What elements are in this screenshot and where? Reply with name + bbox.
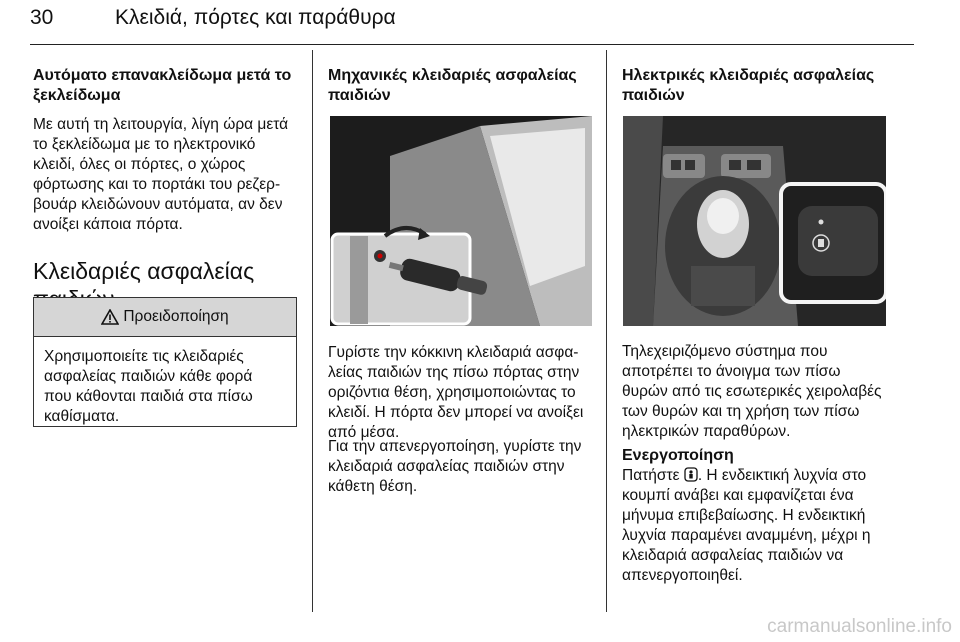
- text-line: ανοίξει κάποια πόρτα.: [33, 216, 183, 233]
- text-fragment: Πατήστε: [622, 467, 684, 484]
- title-line: Κλειδαριές ασφαλείας: [33, 258, 255, 284]
- text-line: φόρτωσης και το πορτάκι του ρεζερ-: [33, 176, 281, 193]
- section-heading: [328, 66, 598, 106]
- text-line: κλειδαριά ασφαλείας παιδιών στην: [328, 458, 565, 475]
- section-heading: [33, 66, 303, 106]
- text-line: θυρών από τις εσωτερικές χειρολαβές: [622, 383, 882, 400]
- heading-line: ξεκλείδωμα: [33, 87, 121, 104]
- page-number: 30: [30, 6, 54, 29]
- warning-header: [34, 298, 296, 337]
- text-line: κάθετη θέση.: [328, 478, 418, 495]
- text-line: κλειδί. Η πόρτα δεν μπορεί να ανοίξει: [328, 404, 584, 421]
- text-line: που κάθονται παιδιά στα πίσω: [44, 388, 253, 405]
- paragraph: [33, 115, 303, 235]
- page-header: [30, 6, 914, 46]
- paragraph: [328, 343, 603, 443]
- paragraph: [328, 437, 603, 497]
- electric-lock-figure: [623, 116, 886, 326]
- console-button-illustration: [623, 116, 886, 326]
- column-1: [33, 66, 303, 313]
- door-lock-illustration: [330, 116, 592, 326]
- text-line: λυχνία παραμένει αναμμένη, μέχρι η: [622, 527, 871, 544]
- heading-line: Αυτόματο επανακλείδωμα μετά το: [33, 67, 292, 84]
- text-line: μήνυμα επιβεβαίωσης. Η ενδεικτική: [622, 507, 866, 524]
- heading-line: παιδιών: [328, 87, 391, 104]
- mechanical-lock-figure: [330, 116, 592, 326]
- text-line: ηλεκτρικών παραθύρων.: [622, 423, 791, 440]
- heading-line: Ηλεκτρικές κλειδαριές ασφαλείας: [622, 67, 875, 84]
- text-line: λείας παιδιών της πίσω πόρτας στην: [328, 364, 580, 381]
- text-line: από μέσα.: [328, 424, 400, 441]
- paragraph: [622, 342, 912, 442]
- text-line: Γυρίστε την κόκκινη κλειδαριά ασφα-: [328, 344, 579, 361]
- text-line: Χρησιμοποιείτε τις κλειδαριές: [44, 348, 244, 365]
- text-line: Τηλεχειριζόμενο σύστημα που: [622, 343, 828, 360]
- section-heading: [622, 66, 892, 106]
- text-line: κλειδαριά ασφαλείας παιδιών να: [622, 547, 844, 564]
- text-line: απενεργοποιηθεί.: [622, 567, 743, 584]
- text-line: βουάρ κλειδώνουν αυτόματα, αν δεν: [33, 196, 283, 213]
- text-line: [622, 466, 912, 486]
- text-line: Για την απενεργοποίηση, γυρίστε την: [328, 438, 582, 455]
- text-line: Με αυτή τη λειτουργία, λίγη ώρα μετά: [33, 116, 289, 133]
- text-line: καθίσματα.: [44, 408, 120, 425]
- text-line: των θυρών και τη χρήση των πίσω: [622, 403, 860, 420]
- text-line: το ξεκλείδωμα με το ηλεκτρονικό: [33, 136, 256, 153]
- text-line: κουμπί ανάβει και εμφανίζεται ένα: [622, 487, 854, 504]
- column-3: [622, 66, 892, 106]
- page-title: Κλειδιά, πόρτες και παράθυρα: [115, 6, 396, 29]
- heading-line: Μηχανικές κλειδαριές ασφαλείας: [328, 67, 577, 84]
- text-fragment: . Η ενδεικτική λυχνία στο: [697, 467, 867, 484]
- paragraph: [622, 466, 912, 586]
- watermark: carmanualsonline.info: [767, 616, 952, 637]
- child-lock-icon: [684, 467, 698, 482]
- text-line: κλειδί, όλες οι πόρτες, ο χώρος: [33, 156, 246, 173]
- column-divider: [606, 50, 607, 612]
- text-line: ασφαλείας παιδιών κάθε φορά: [44, 368, 253, 385]
- text-line: αποτρέπει το άνοιγμα των πίσω: [622, 363, 841, 380]
- heading-line: παιδιών: [622, 87, 685, 104]
- header-rule: [30, 44, 914, 45]
- column-2: [328, 66, 598, 106]
- warning-text: [34, 337, 296, 427]
- column-divider: [312, 50, 313, 612]
- text-line: οριζόντια θέση, χρησιμοποιώντας το: [328, 384, 576, 401]
- subheading: Ενεργοποίηση: [622, 447, 734, 464]
- warning-triangle-icon: [101, 309, 119, 325]
- warning-title: Προειδοποίηση: [123, 308, 229, 325]
- warning-box: [33, 297, 297, 427]
